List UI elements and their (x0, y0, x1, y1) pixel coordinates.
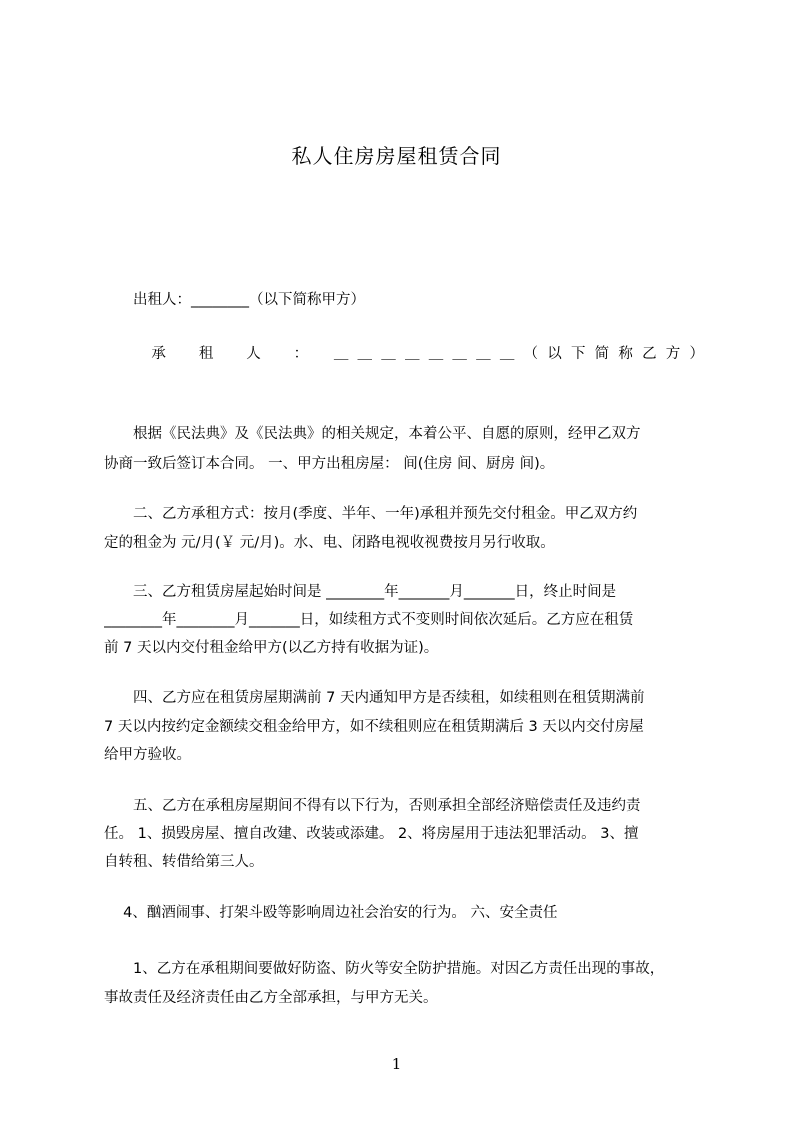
paragraph-line: 定的租金为 元/月(￥ 元/月)。水、电、闭路电视收视费按月另行收取。 (104, 535, 555, 551)
paragraph-line: 协商一致后签订本合同。 一、甲方出租房屋： 间(住房 间、厨房 间)。 (104, 456, 555, 472)
lessor-line: 出租人：________（以下简称甲方） (104, 292, 365, 308)
paragraph-line: 自转租、转借给第三人。 (104, 854, 264, 870)
paragraph-line: 任。 1、损毁房屋、擅自改建、改装或添建。 2、将房屋用于违法犯罪活动。 3、擅 (104, 826, 639, 842)
paragraph-line: 根据《民法典》及《民法典》的相关规定，本着公平、自愿的原则，经甲乙双方 (104, 426, 641, 442)
paragraph-line: 四、乙方应在租赁房屋期满前 7 天内通知甲方是否续租，如续租则在租赁期满前 (104, 690, 645, 706)
paragraph-line: 4、酗酒闹事、打架斗殴等影响周边社会治安的行为。 六、安全责任 (104, 905, 558, 921)
document-title: 私人住房房屋租赁合同 (291, 144, 502, 168)
page-number: 1 (391, 1055, 402, 1073)
lessee-line: 承 租 人 ： ＿＿＿＿＿＿＿＿（以下简称乙方） (104, 346, 704, 362)
paragraph-line: 五、乙方在承租房屋期间不得有以下行为，否则承担全部经济赔偿责任及违约责 (104, 798, 641, 814)
paragraph-line: 三、乙方租赁房屋起始时间是 ________年_______月_______日，终止时间是 (104, 584, 617, 600)
paragraph-line: 事故责任及经济责任由乙方全部承担，与甲方无关。 (104, 990, 438, 1006)
paragraph-line: 7 天以内按约定金额续交租金给甲方，如不续租则应在租赁期满后 3 天以内交付房屋 (104, 719, 644, 735)
paragraph-line: ________年________月_______日，如续租方式不变则时间依次延后。乙方应在租赁 (104, 612, 634, 628)
paragraph-line: 给甲方验收。 (104, 747, 191, 763)
paragraph-line: 前 7 天以内交付租金给甲方(以乙方持有收据为证)。 (104, 640, 439, 656)
paragraph-line: 1、乙方在承租期间要做好防盗、防火等安全防护措施。对因乙方责任出现的事故， (104, 961, 665, 977)
paragraph-line: 二、乙方承租方式：按月(季度、半年、一年)承租并预先交付租金。甲乙双方约 (104, 506, 638, 522)
